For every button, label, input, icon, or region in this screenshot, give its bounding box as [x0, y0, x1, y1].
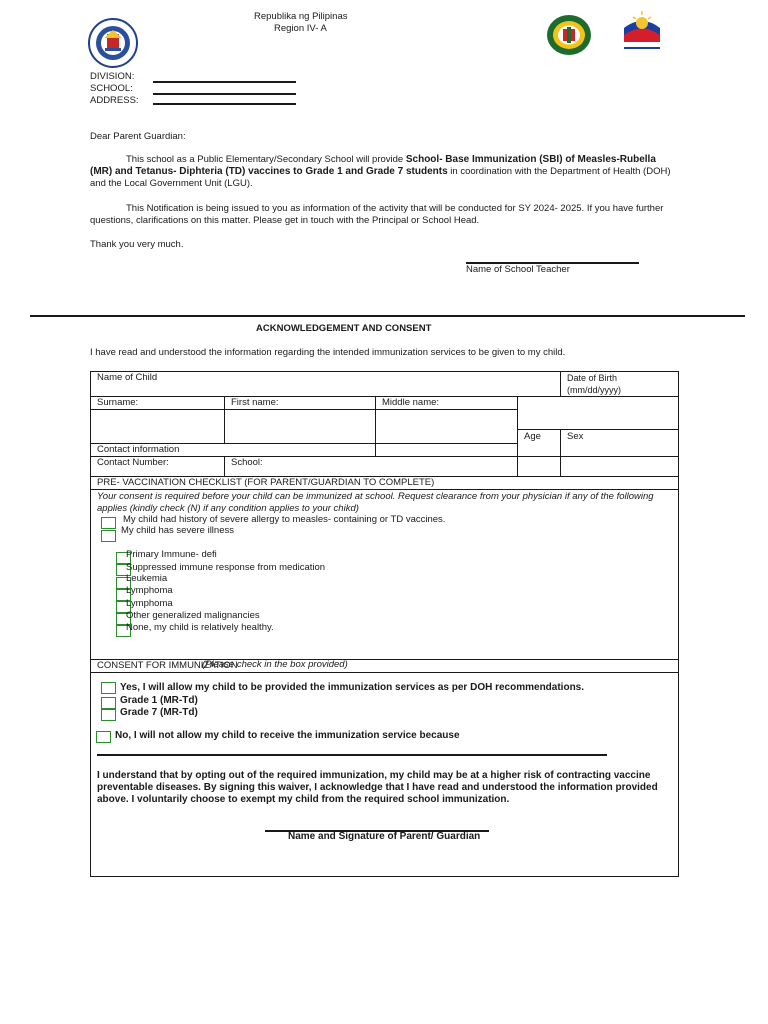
consent-section-intro: I have read and understood the information regarding the intended immunization services to be given to my child.	[90, 347, 566, 358]
contact-information-field[interactable]	[376, 444, 518, 457]
parent-signature-label: Name and Signature of Parent/ Guardian	[288, 831, 481, 842]
consent-section-title: ACKNOWLEDGEMENT AND CONSENT	[256, 323, 432, 334]
grade1-checkbox[interactable]	[101, 697, 116, 709]
deped-seal-logo	[88, 18, 138, 68]
p1-bold: School- Base Immunization (SBI) of Measles-Rubella (MR) and Tetanus- Diphteria (TD) vaccines to Grade 1 and Grade 7 students	[90, 154, 656, 177]
local-government-seal-logo	[546, 14, 592, 56]
division-label: DIVISION:	[90, 71, 135, 82]
middle-name-field[interactable]	[376, 410, 518, 444]
school-label: SCHOOL:	[90, 83, 133, 94]
school-line	[153, 93, 296, 95]
first-name-label: First name:	[225, 397, 376, 410]
waiver-text: I understand that by opting out of the required immunization, my child may be at a higher risk of contracting vaccine preventable diseases. By signing this waiver, I acknowledge that I have read and understood the information provided above. I voluntarily choose to exempt my child from the required school immunization.	[97, 770, 658, 805]
age-field[interactable]	[518, 457, 561, 477]
philippine-sun-flag-logo	[618, 8, 666, 54]
p1-rest: in coordination with the Department of Health (DOH) and the Local Government Unit (LGU).	[90, 166, 671, 189]
sub-item-6: Other generalized malignancies	[126, 610, 260, 621]
salutation: Dear Parent Guardian:	[90, 131, 186, 142]
sex-field[interactable]	[561, 457, 679, 477]
sex-label: Sex	[567, 431, 584, 442]
surname-field[interactable]	[91, 410, 225, 444]
date-of-birth-label: Date of Birth (mm/dd/yyyy)	[561, 372, 679, 397]
region-name: Region IV- A	[274, 23, 327, 34]
yes-checkbox[interactable]	[101, 682, 116, 694]
sub-item-4: Lymphoma	[126, 585, 173, 596]
name-of-child-label: Name of Child	[91, 372, 561, 397]
p1-intro: This school as a Public Elementary/Secondary School will provide	[126, 154, 406, 165]
sub-item-7: None, my child is relatively healthy.	[126, 622, 274, 633]
allergy-checkbox[interactable]	[101, 517, 116, 529]
address-line	[153, 103, 296, 105]
grade7-checkbox[interactable]	[101, 709, 116, 721]
reason-line[interactable]	[97, 754, 607, 756]
consent-title: CONSENT FOR IMMUNIZATION	[91, 660, 679, 673]
contact-information-label: Contact information	[91, 444, 376, 457]
yes-option-label: Yes, I will allow my child to be provided the immunization services as per DOH recommendations.	[120, 682, 585, 693]
sub-item-3: Leukemia	[126, 573, 168, 584]
age-label: Age	[524, 431, 541, 442]
first-name-field[interactable]	[225, 410, 376, 444]
severe-illness-label: My child has severe illness	[121, 525, 234, 536]
division-line	[153, 81, 296, 83]
sub-item-5: Lymphoma	[126, 598, 173, 609]
no-option-label: No, I will not allow my child to receive the immunization service because	[115, 730, 460, 741]
letter-paragraph-2: This Notification is being issued to you as information of the activity that will be conducted for SY 2024- 2025. If you have further questions, clarifications on this matter. Please get in touch with the Principal or School Head.	[90, 203, 664, 226]
grade7-label: Grade 7 (MR-Td)	[120, 707, 198, 718]
checklist-title: PRE- VACCINATION CHECKLIST (FOR PARENT/GUARDIAN TO COMPLETE)	[91, 477, 679, 490]
closing: Thank you very much.	[90, 239, 184, 250]
school-field-label: School:	[225, 457, 518, 477]
contact-number-label: Contact Number:	[91, 457, 225, 477]
age-top-line	[517, 429, 678, 430]
age-divider	[560, 429, 561, 464]
consent-note: (Please check in the box provided)	[202, 659, 348, 670]
severe-illness-checkbox[interactable]	[101, 530, 116, 542]
sub-item-2: Suppressed immune response from medication	[126, 562, 326, 573]
teacher-signature-label: Name of School Teacher	[466, 264, 570, 275]
no-checkbox[interactable]	[96, 731, 111, 743]
letter-paragraph-1	[90, 154, 674, 190]
checklist-note: Your consent is required before your child can be immunized at school. Request clearance from your physician if any of the following applies (kindly check (N) if any condition applies to your chikd)	[97, 491, 654, 514]
surname-label: Surname:	[91, 397, 225, 410]
grade1-label: Grade 1 (MR-Td)	[120, 695, 198, 706]
sub-item-1: Primary Immune- defi	[126, 549, 217, 560]
address-label: ADDRESS:	[90, 95, 139, 106]
country-name: Republika ng Pilipinas	[254, 11, 348, 22]
allergy-label: My child had history of severe allergy to measles- containing or TD vaccines.	[123, 514, 446, 525]
date-of-birth-field[interactable]	[518, 397, 679, 457]
section-divider	[30, 315, 745, 317]
middle-name-label: Middle name:	[376, 397, 518, 410]
